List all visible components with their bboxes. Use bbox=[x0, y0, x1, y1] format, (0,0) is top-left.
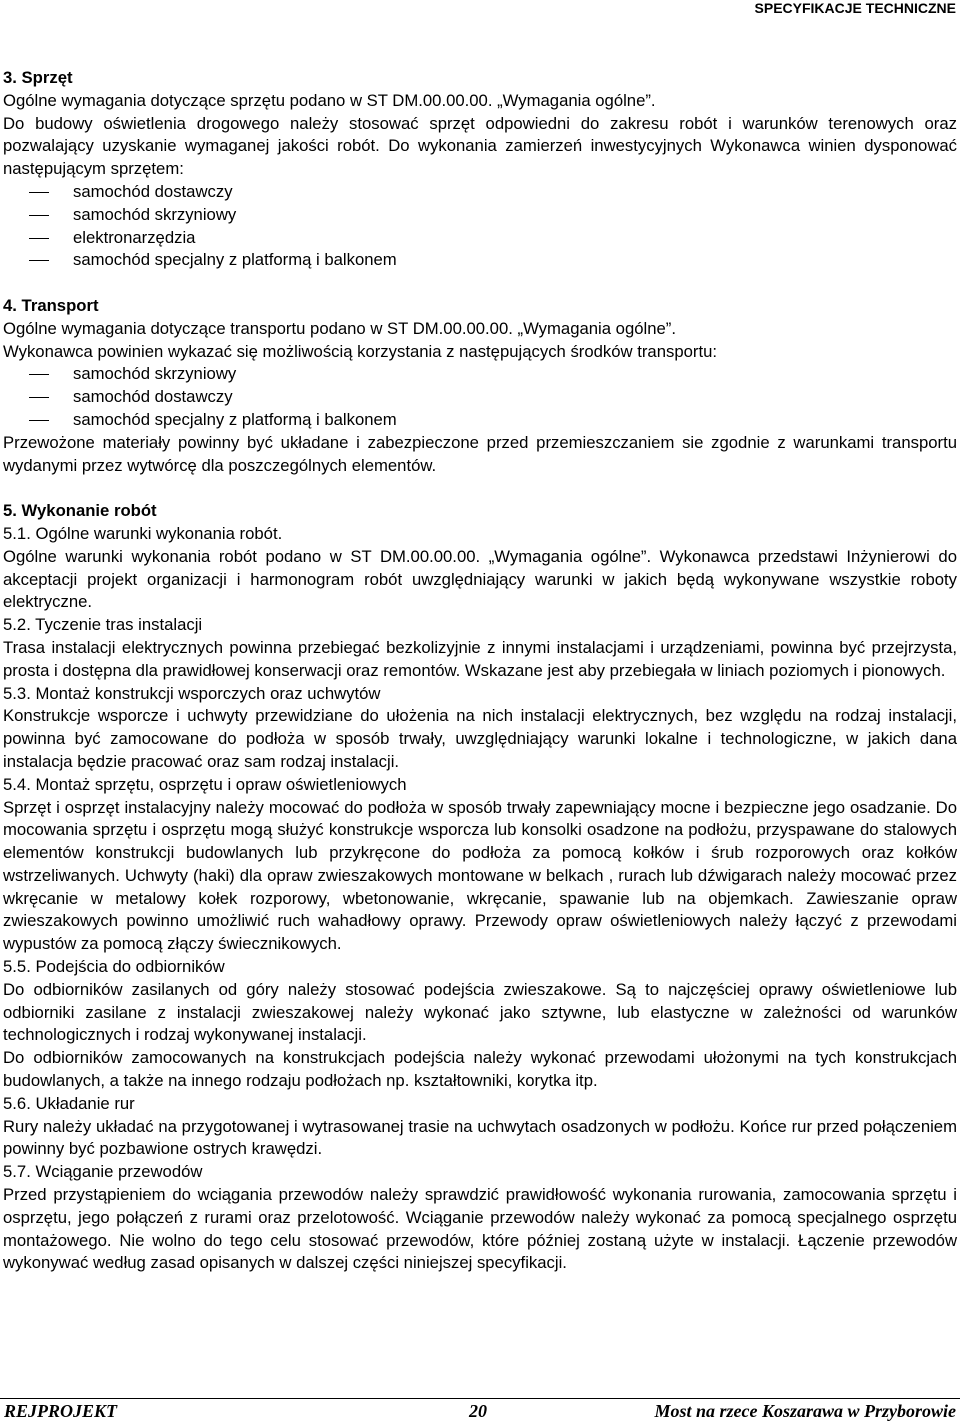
paragraph: Rury należy układać na przygotowanej i wytrasowanej trasie na uchwytach osadzonych w podłożu. Końce rur przed połączeniem powinny być pozbawione ostrych krawędzi. bbox=[3, 1116, 957, 1159]
footer-company: REJPROJEKT bbox=[4, 1401, 118, 1421]
footer-project-name: Most na rzece Koszarawa w Przyborowie bbox=[654, 1401, 956, 1421]
list-item: samochód specjalny z platformą i balkonem bbox=[3, 249, 957, 272]
subsection-title: 5.4. Montaż sprzętu, osprzętu i opraw oświetleniowych bbox=[3, 774, 407, 794]
paragraph: Konstrukcje wsporcze i uchwyty przewidziane do ułożenia na nich instalacji elektrycznych, bez względu na rodzaj instalacji, powinna być zamocowane do podłoża w sposób trwały, uwzględniający warunki lokalne i technologiczne, w jakich dana instalacja będzie pracować oraz sam rodzaj instalacji. bbox=[3, 706, 957, 771]
page-header-title: SPECYFIKACJE TECHNICZNE bbox=[754, 0, 956, 16]
paragraph: Ogólne wymagania dotyczące sprzętu podano w ST DM.00.00.00. „Wymagania ogólne”. bbox=[3, 90, 656, 110]
paragraph: Ogólne wymagania dotyczące transportu podano w ST DM.00.00.00. „Wymagania ogólne”. bbox=[3, 318, 676, 338]
subsection-title: 5.5. Podejścia do odbiorników bbox=[3, 957, 225, 977]
list-item: samochód dostawczy bbox=[3, 386, 957, 409]
paragraph: Ogólne warunki wykonania robót podano w ST DM.00.00.00. „Wymagania ogólne”. Wykonawca przedstawi Inżynierowi do akceptacji projekt organizacji i harmonogram robót uwzględniający warunki w jakich będą wykonywane wszystkie roboty elektryczne. bbox=[3, 546, 957, 612]
subsection-title: 5.3. Montaż konstrukcji wsporczych oraz uchwytów bbox=[3, 683, 381, 703]
paragraph: Przed przystąpieniem do wciągania przewodów należy sprawdzić prawidłowość wykonania rurowania, zamocowania sprzętu i osprzętu, jego połączeń z rurami oraz przelotowość. Wciąganie przewodów należy wykonać za pomocą specjalnego osprzętu montażowego. Nie wolno do tego celu stosować przewodów, które później zostaną użyte w instalacji. Łączenie przewodów wykonywać według zasad opisanych w dalszej części niniejszej specyfikacji. bbox=[3, 1185, 957, 1273]
list-item: samochód skrzyniowy bbox=[3, 204, 957, 227]
list-item: samochód dostawczy bbox=[3, 181, 957, 204]
list-item: samochód specjalny z platformą i balkonem bbox=[3, 409, 957, 432]
paragraph: Do odbiorników zasilanych od góry należy stosować podejścia zwieszakowe. Są to najczęściej oprawy oświetleniowe lub odbiorniki zasilane z instalacji zwieszakowej należy wykonać jako sztywne, lub elastyczne w zależności od warunków technologicznych i rodzaj wykonywanej instalacji. bbox=[3, 979, 957, 1045]
list-item: elektronarzędzia bbox=[3, 227, 957, 250]
subsection-title: 5.7. Wciąganie przewodów bbox=[3, 1162, 203, 1182]
subsection-title: 5.2. Tyczenie tras instalacji bbox=[3, 615, 203, 635]
paragraph: Do budowy oświetlenia drogowego należy stosować sprzęt odpowiedni do zakresu robót i warunków terenowych oraz pozwalający uzyskanie wymaganej jakości robót. Do wykonania zamierzeń inwestycyjnych Wykonawca winien dysponować następującym sprzętem: bbox=[3, 113, 957, 179]
section-5-heading: 5. Wykonanie robót bbox=[3, 501, 157, 521]
subsection-title: 5.6. Układanie rur bbox=[3, 1093, 135, 1113]
section-3-heading: 3. Sprzęt bbox=[3, 68, 73, 87]
paragraph: Sprzęt i osprzęt instalacyjny należy mocować do podłoża w sposób trwały zapewniający mocne i bezpieczne jego osadzanie. Do mocowania sprzętu i osprzętu mogą służyć konstrukcje wsporcza lub konsolki osadzone na podłożu, przyspawane do stalowych elementów konstrukcji budowlanych lub przykręcone do podłoża za pomocą kołków i śrub rozporowych oraz kołków wstrzeliwanych. Uchwyty (haki) dla opraw zwieszakowych montowane w belkach , rurach lub dźwigarach należy mocować przez wkręcanie w metalowy kołek rozporowy, wbetonowanie, wkręcanie, spawanie lub na objemkach. Zawieszanie opraw zwieszakowych powinno umożliwić ruch wahadłowy oprawy. Przewody opraw oświetleniowych należy łączyć z przewodami wypustów za pomocą złączy świecznikowych. bbox=[3, 797, 957, 954]
paragraph: Do odbiorników zamocowanych na konstrukcjach podejścia należy wykonać przewodami ułożonymi na tych konstrukcjach budowlanych, a także na innego rodzaju podłożach np. kształtowniki, korytka itp. bbox=[3, 1048, 957, 1091]
document-body bbox=[3, 67, 957, 1275]
paragraph: Wykonawca powinien wykazać się możliwością korzystania z następujących środków transportu: bbox=[3, 341, 718, 361]
subsection-title: 5.1. Ogólne warunki wykonania robót. bbox=[3, 523, 283, 543]
list-item: samochód skrzyniowy bbox=[3, 363, 957, 386]
section-4-heading: 4. Transport bbox=[3, 295, 99, 315]
page-footer bbox=[0, 1398, 960, 1421]
paragraph: Przewożone materiały powinny być układane i zabezpieczone przed przemieszczaniem sie zgodnie z warunkami transportu wydanymi przez wytwórcę dla poszczególnych elementów. bbox=[3, 432, 957, 475]
page-number: 20 bbox=[469, 1401, 487, 1421]
paragraph: Trasa instalacji elektrycznych powinna przebiegać bezkolizyjnie z innymi instalacjami i urządzeniami, powinna być przejrzysta, prosta i dostępna dla prawidłowej konserwacji oraz remontów. Wskazane jest aby przebiegała w liniach poziomych i pionowych. bbox=[3, 637, 957, 680]
